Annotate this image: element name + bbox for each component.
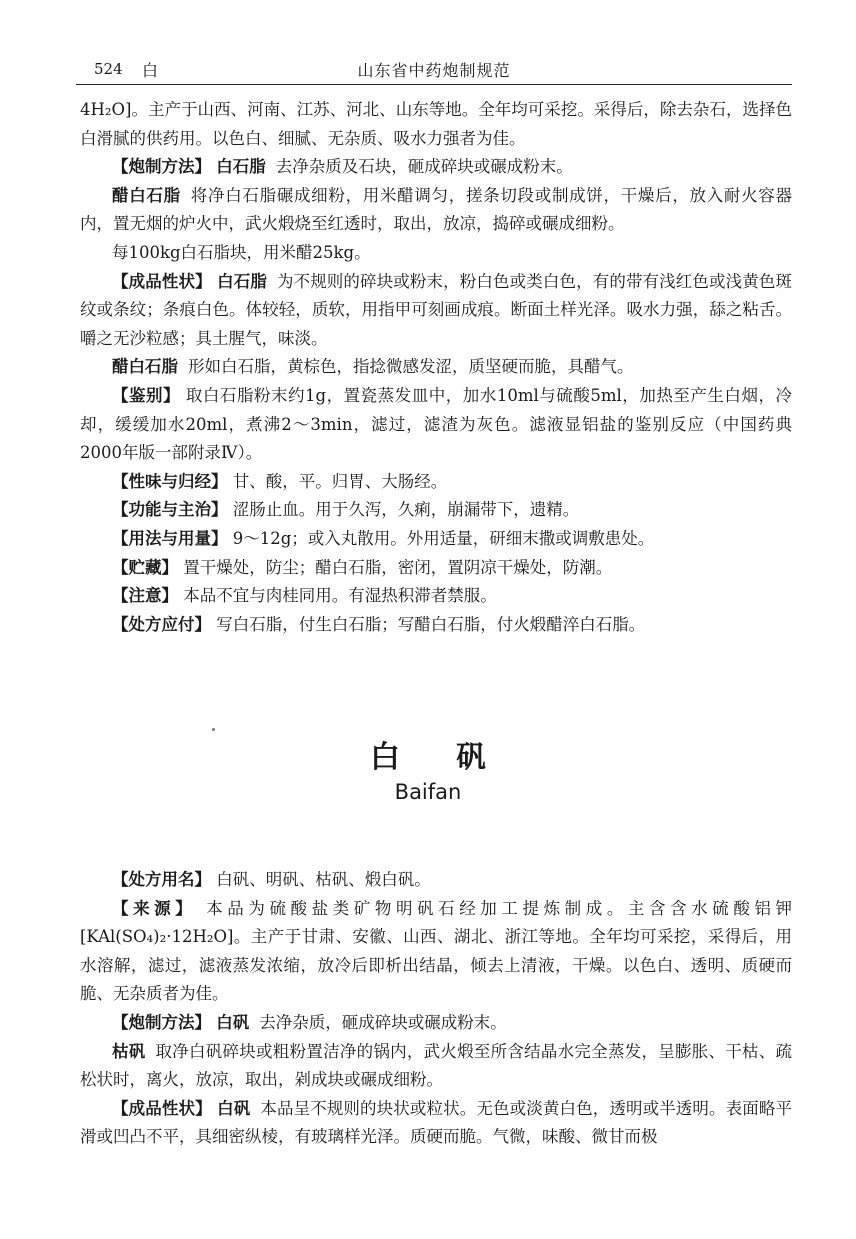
paragraph-text: 去净杂质，砸成碎块或碾成粉末。	[259, 1012, 507, 1032]
paragraph-dosage	[80, 525, 792, 554]
paragraph-prescription-names	[80, 866, 792, 895]
paragraph-vinegar-processing	[80, 182, 792, 239]
section-label: 【功能与主治】	[112, 500, 228, 520]
paragraph-text: 形如白石脂，黄棕色，指捻微感发涩，质坚硬而脆，具醋气。	[188, 357, 634, 377]
page-number: 524	[94, 60, 123, 78]
paragraph-processing-method	[80, 153, 792, 182]
subheading: 白石脂	[217, 271, 267, 291]
section-label: 【性味与归经】	[112, 471, 228, 491]
section-label: 【注意】	[112, 586, 178, 606]
section-label: 【鉴别】	[112, 385, 181, 405]
subheading: 醋白石脂	[112, 185, 181, 205]
paragraph-text: 甘、酸，平。归胃、大肠经。	[232, 471, 448, 491]
paragraph-processing-method	[80, 1009, 792, 1038]
paragraph-ratio: 每100kg白石脂块，用米醋25kg。	[112, 242, 371, 262]
paragraph-prescription	[80, 611, 792, 640]
paragraph-nature-meridian	[80, 468, 792, 497]
section-label: 【贮藏】	[112, 557, 178, 577]
section-label: 【成品性状】	[112, 271, 212, 291]
paragraph-source	[80, 895, 792, 1009]
scan-speck	[212, 728, 215, 731]
paragraph-function	[80, 496, 792, 525]
paragraph-identification	[80, 382, 792, 468]
running-header	[76, 58, 792, 85]
paragraph-text: 涩肠止血。用于久泻，久痢，崩漏带下，遗精。	[232, 500, 580, 520]
paragraph-vinegar-product	[80, 353, 792, 382]
paragraph-text: 为不规则的碎块或粉末，粉白色或类白色，有的带有浅红色或浅黄色斑纹或条纹；条痕白色。体较轻，质软，用指甲可刻画成痕。断面土样光泽。吸水力强，舔之粘舌。嚼之无沙粒感；具土腥气，味淡。	[80, 271, 793, 348]
subheading: 白矾	[217, 1098, 251, 1118]
entry-baifan	[80, 866, 792, 1152]
book-title: 山东省中药炮制规范	[357, 61, 511, 80]
paragraph-text: 本品为硫酸盐类矿物明矾石经加工提炼制成。主含含水硫酸铝钾[KAl(SO₄)₂·12H₂O]。主产于甘肃、安徽、山西、湖北、浙江等地。全年均可采挖，采得后，用水溶解，滤过，滤液蒸发浓缩，放冷后即析出结晶，倾去上清液，干燥。以色白、透明、质硬而脆、无杂质者为佳。	[80, 898, 793, 1004]
paragraph-text: 9～12g；或入丸散用。外用适量，研细末撒或调敷患处。	[232, 528, 655, 548]
subheading: 白矾	[216, 1012, 250, 1032]
subheading: 醋白石脂	[112, 357, 178, 377]
paragraph-text: 将净白石脂碾成细粉，用米醋调匀，搓条切段或制成饼，干燥后，放入耐火容器内，置无烟的炉火中，武火煅烧至红透时，取出，放凉，捣碎或碾成细粉。	[80, 185, 793, 234]
section-label: 【炮制方法】	[112, 1012, 211, 1032]
section-label: 【处方应付】	[112, 614, 211, 634]
section-label: 【炮制方法】	[112, 157, 211, 177]
entry-pinyin: Baifan	[394, 780, 462, 804]
entry-baishizhi-continued	[80, 96, 792, 639]
paragraph-storage	[80, 554, 792, 583]
paragraph-product-description	[80, 268, 792, 354]
source-continuation: 4H₂O]。主产于山西、河南、江苏、河北、山东等地。全年均可采挖。采得后，除去杂石，选择色白滑腻的供药用。以色白、细腻、无杂质、吸水力强者为佳。	[80, 100, 792, 148]
subheading: 枯矾	[112, 1041, 146, 1061]
paragraph-text: 置干燥处，防尘；醋白石脂，密闭，置阴凉干燥处，防潮。	[183, 557, 613, 577]
section-label: 【用法与用量】	[112, 528, 228, 548]
section-label: 【来源】	[112, 898, 197, 918]
paragraph-text: 本品呈不规则的块状或粒状。无色或淡黄白色，透明或半透明。表面略平滑或凹凸不平，具细密纵棱，有玻璃样光泽。质硬而脆。气微，味酸、微甘而极	[80, 1098, 793, 1147]
paragraph-caution	[80, 582, 792, 611]
paragraph-text: 取净白矾碎块或粗粉置洁净的锅内，武火煅至所含结晶水完全蒸发，呈膨胀、干枯、疏松状时，离火，放凉，取出，剁成块或碾成细粉。	[80, 1041, 793, 1090]
section-label: 【处方用名】	[112, 870, 211, 889]
section-label: 【成品性状】	[112, 1098, 212, 1118]
paragraph-text: 本品不宜与肉桂同用。有湿热积滞者禁服。	[183, 586, 497, 606]
paragraph-text: 白矾、明矾、枯矾、煅白矾。	[216, 870, 431, 889]
entry-title: 白矾	[370, 740, 542, 775]
paragraph-text: 写白石脂，付生白石脂；写醋白石脂，付火煅醋淬白石脂。	[216, 614, 646, 634]
paragraph-text: 去净杂质及石块，砸成碎块或碾成粉末。	[275, 157, 573, 177]
paragraph-calcined-alum	[80, 1038, 792, 1095]
section-character: 白	[142, 61, 159, 80]
subheading: 白石脂	[216, 157, 266, 177]
paragraph-product-description	[80, 1095, 792, 1152]
paragraph-text: 取白石脂粉末约1g，置瓷蒸发皿中，加水10ml与硫酸5ml，加热至产生白烟，冷却，缓缓加水20ml，煮沸2～3min，滤过，滤渣为灰色。滤液显铝盐的鉴别反应（中国药典2000年版一部附录Ⅳ）。	[80, 385, 793, 463]
